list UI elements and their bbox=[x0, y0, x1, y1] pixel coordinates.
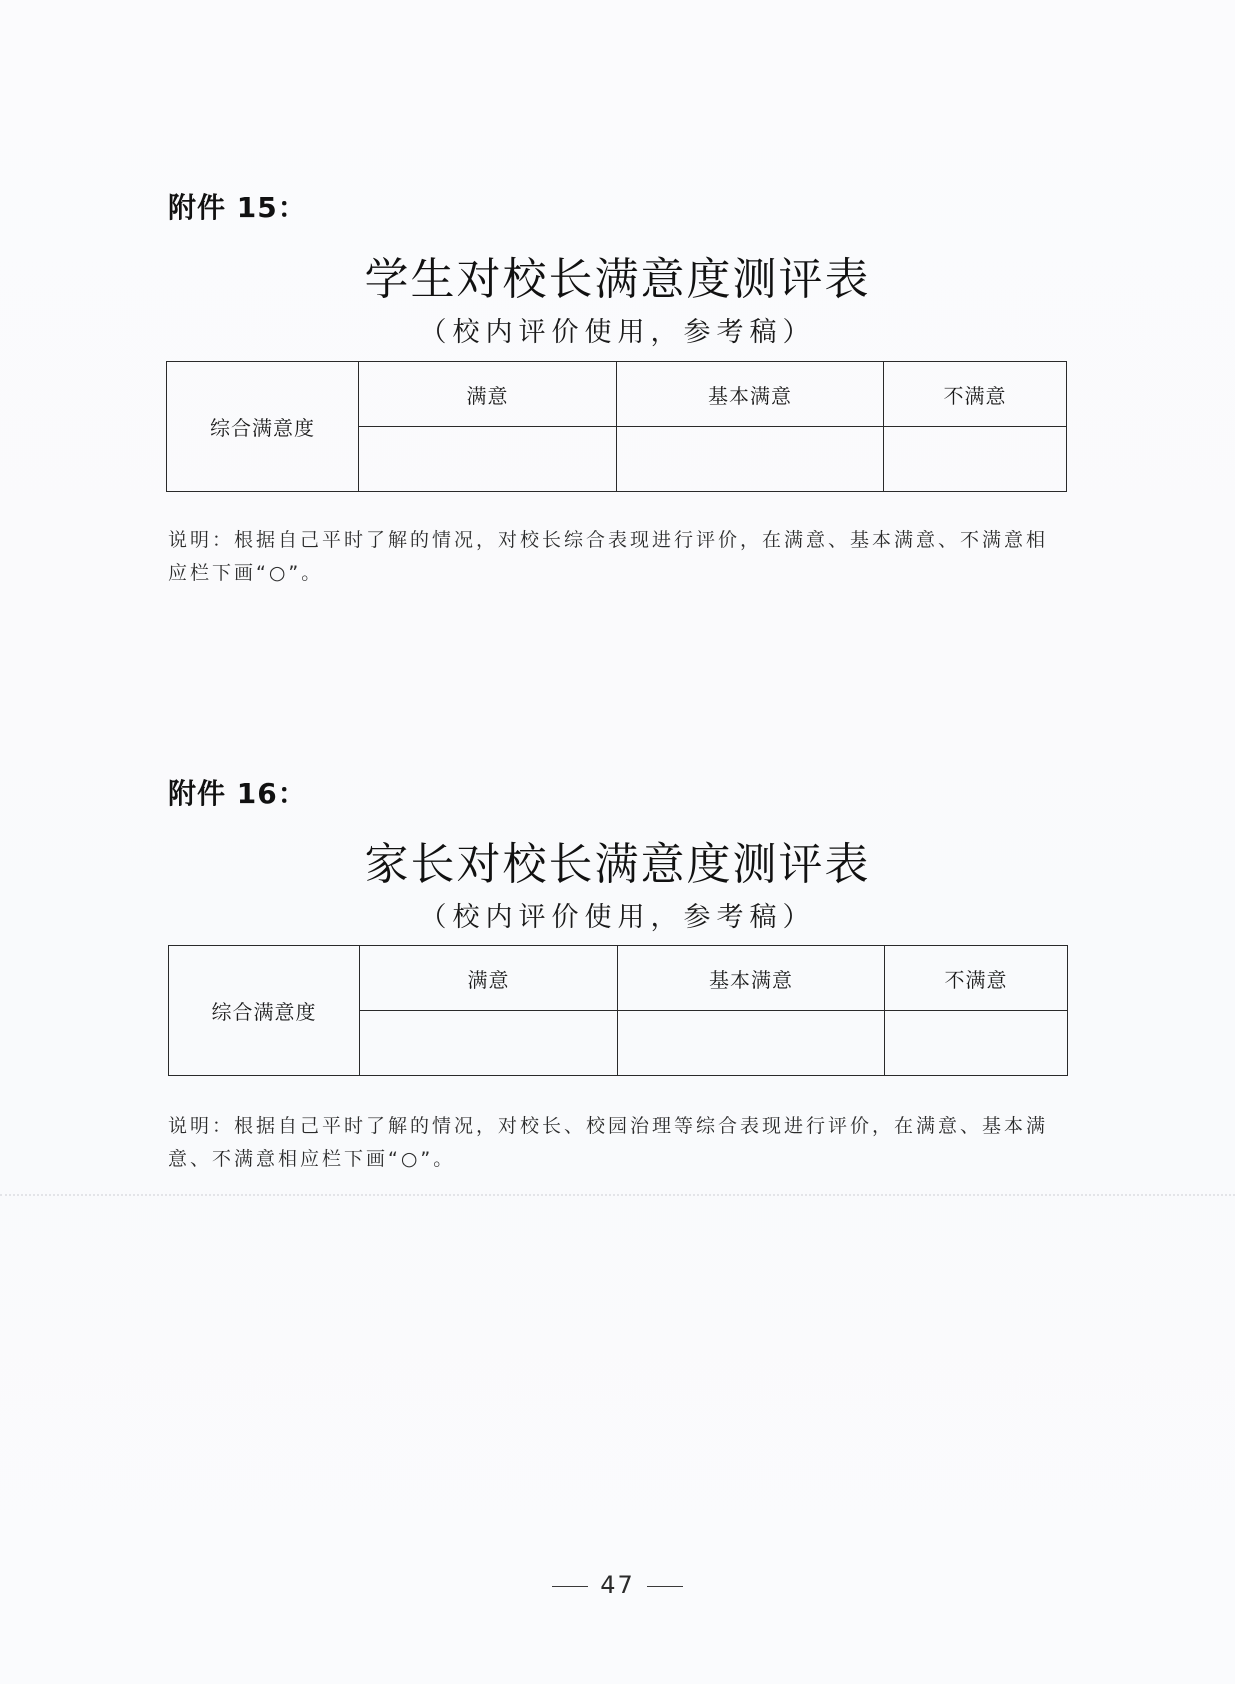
form-subtitle: （校内评价使用，参考稿） bbox=[419, 902, 816, 933]
column-header-satisfied: 满意 bbox=[360, 946, 618, 1011]
form-subtitle: （校内评价使用，参考稿） bbox=[419, 317, 816, 348]
answer-cell-unsatisfied[interactable] bbox=[884, 427, 1067, 492]
page-footer bbox=[0, 1571, 1235, 1599]
table-header-row bbox=[169, 946, 1068, 1011]
column-header-satisfied: 满意 bbox=[359, 362, 617, 427]
answer-cell-unsatisfied[interactable] bbox=[885, 1011, 1068, 1076]
row-label-cell: 综合满意度 bbox=[169, 946, 360, 1076]
answer-cell-satisfied[interactable] bbox=[360, 1011, 618, 1076]
form-title: 家长对校长满意度测评表 bbox=[364, 839, 871, 890]
satisfaction-table bbox=[166, 361, 1067, 492]
column-header-basically-satisfied: 基本满意 bbox=[618, 946, 885, 1011]
footer-dash-left bbox=[552, 1586, 588, 1587]
scan-fold-line bbox=[0, 1194, 1235, 1196]
page-number: 47 bbox=[600, 1571, 635, 1599]
form-title: 学生对校长满意度测评表 bbox=[364, 254, 871, 305]
satisfaction-table bbox=[168, 945, 1068, 1076]
column-header-unsatisfied: 不满意 bbox=[885, 946, 1068, 1011]
column-header-unsatisfied: 不满意 bbox=[884, 362, 1067, 427]
answer-cell-basically-satisfied[interactable] bbox=[618, 1011, 885, 1076]
answer-cell-satisfied[interactable] bbox=[359, 427, 617, 492]
footer-dash-right bbox=[647, 1586, 683, 1587]
instruction-note: 说明：根据自己平时了解的情况，对校长、校园治理等综合表现进行评价，在满意、基本满意、不满意相应栏下画“○”。 bbox=[168, 1115, 1049, 1170]
annex-label: 附件 15： bbox=[168, 191, 307, 224]
answer-cell-basically-satisfied[interactable] bbox=[617, 427, 884, 492]
row-label-cell: 综合满意度 bbox=[167, 362, 359, 492]
instruction-note: 说明：根据自己平时了解的情况，对校长综合表现进行评价，在满意、基本满意、不满意相应栏下画“○”。 bbox=[168, 529, 1049, 584]
table-header-row bbox=[167, 362, 1067, 427]
annex-label: 附件 16： bbox=[168, 777, 307, 810]
column-header-basically-satisfied: 基本满意 bbox=[617, 362, 884, 427]
